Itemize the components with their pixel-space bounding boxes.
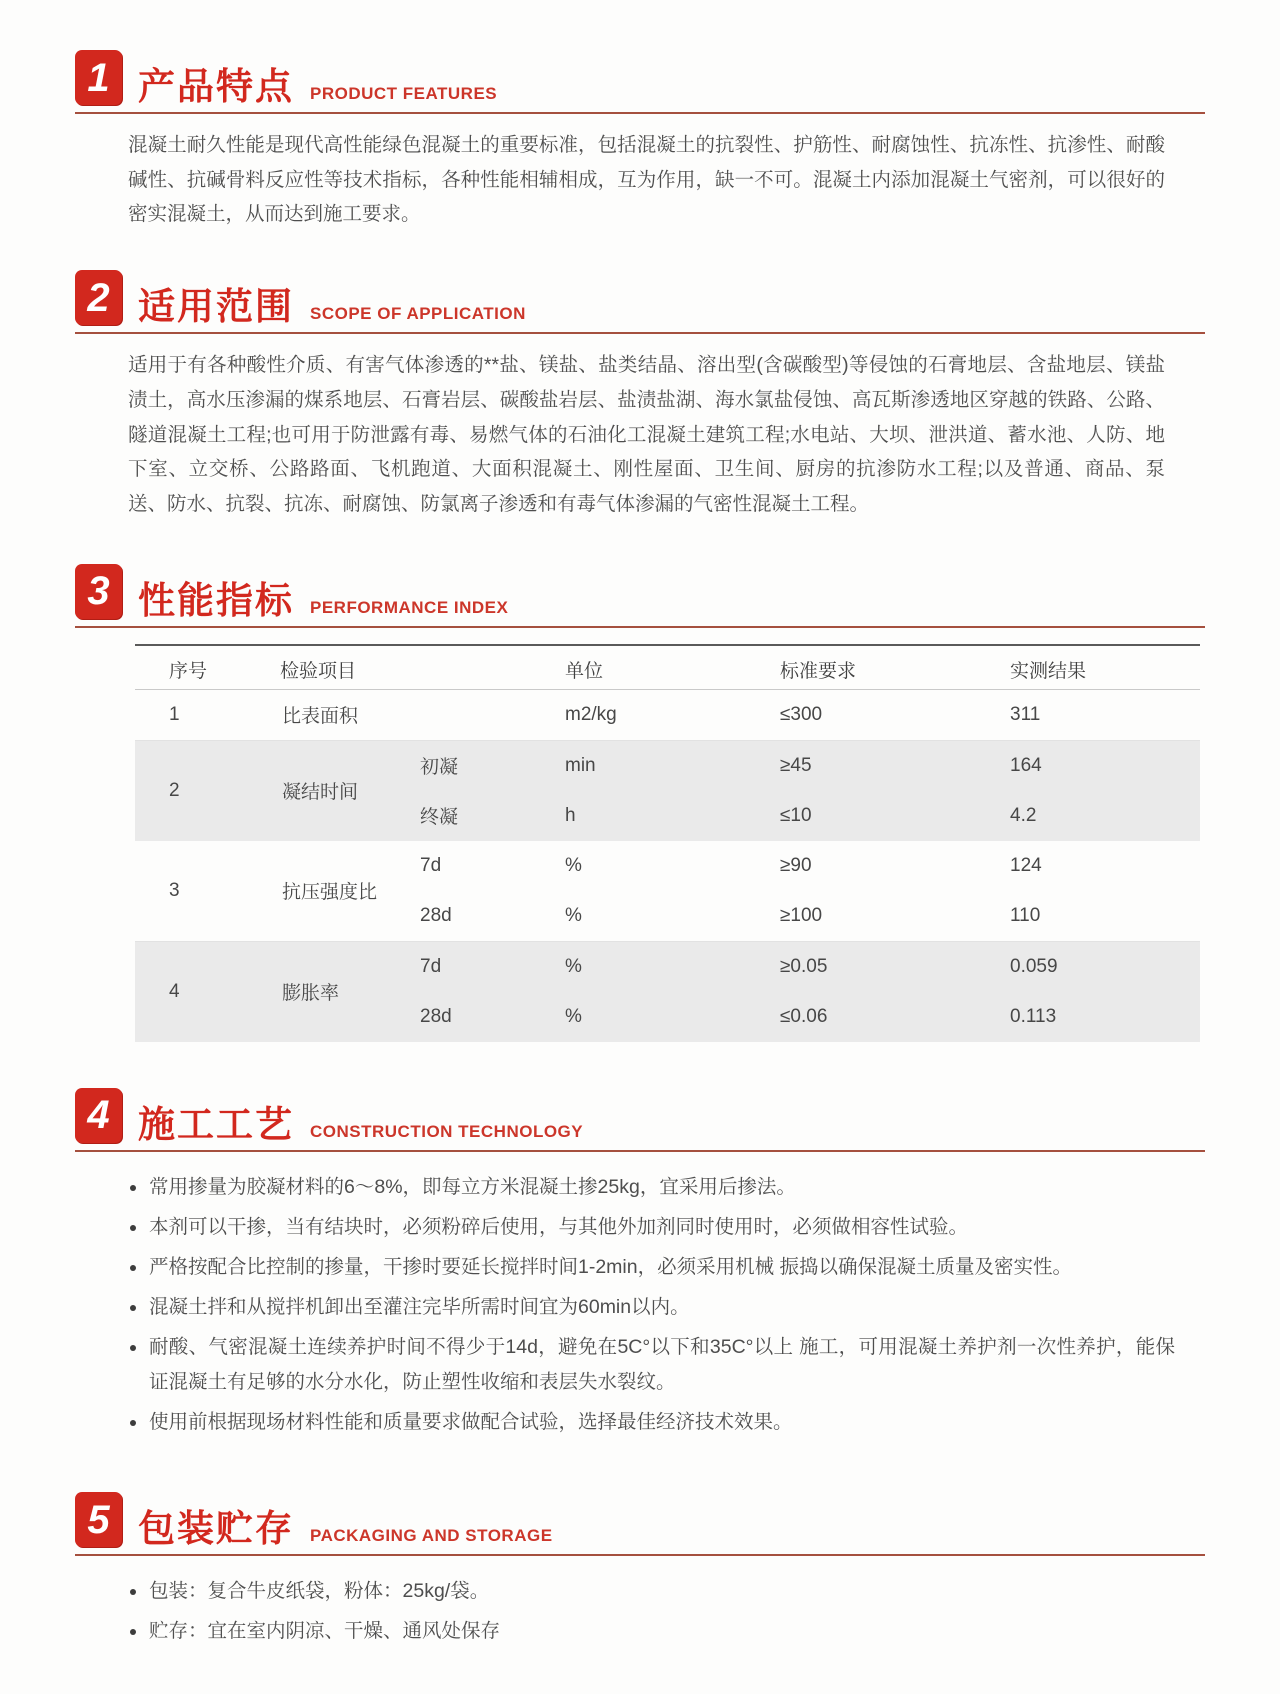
cell-subitem xyxy=(420,690,565,740)
bullet-dot-icon xyxy=(130,1225,136,1231)
cell-subitem: 7d xyxy=(420,955,442,977)
cell-item: 比表面积 xyxy=(282,706,359,728)
cell-result: 0.113 xyxy=(1010,1005,1057,1027)
cell-no: 3 xyxy=(169,879,180,901)
cell-requirement: ≤0.06 xyxy=(780,1005,828,1027)
bullet-item xyxy=(125,1210,1175,1245)
bullet-dot-icon xyxy=(130,1185,136,1191)
bullet-item xyxy=(125,1170,1175,1205)
section-3-title: 性能指标 xyxy=(138,579,294,621)
cell-item: 抗压强度比 xyxy=(282,882,378,904)
bullet-text: 贮存：宜在室内阴凉、干燥、通风处保存 xyxy=(149,1620,501,1643)
cell-no: 4 xyxy=(169,980,180,1002)
bullet-dot-icon xyxy=(130,1345,136,1351)
section-5-bullet-list xyxy=(125,1574,1175,1649)
cell-subitem: 28d xyxy=(420,1005,452,1027)
cell-subitem: 7d xyxy=(420,854,442,876)
bullet-dot-icon xyxy=(130,1305,136,1311)
cell-requirement: ≤300 xyxy=(780,703,823,725)
cell-requirement: ≥0.05 xyxy=(780,955,828,977)
section-5-number-badge: 5 xyxy=(75,1492,122,1547)
cell-result: 4.2 xyxy=(1010,804,1037,826)
cell-result: 124 xyxy=(1010,854,1042,876)
cell-item: 膨胀率 xyxy=(282,983,340,1005)
section-1-subtitle: PRODUCT FEATURES xyxy=(310,84,498,103)
cell-requirement: ≥90 xyxy=(780,854,812,876)
bullet-text: 本剂可以干掺，当有结块时，必须粉碎后使用，与其他外加剂同时使用时，必须做相容性试验。 xyxy=(149,1215,969,1238)
section-2-title: 适用范围 xyxy=(138,286,294,328)
section-3-header xyxy=(75,564,1205,628)
bullet-text: 混凝土拌和从搅拌机卸出至灌注完毕所需时间宜为60min以内。 xyxy=(149,1295,690,1318)
cell-subitem: 终凝 xyxy=(420,807,459,829)
cell-no: 1 xyxy=(169,703,180,725)
col-header-result: 实测结果 xyxy=(1010,660,1087,682)
section-1-header xyxy=(75,50,1205,114)
table-row xyxy=(135,841,1200,942)
section-2-number-badge: 2 xyxy=(75,270,122,325)
section-5-subtitle: PACKAGING AND STORAGE xyxy=(310,1526,553,1546)
col-header-item: 检验项目 xyxy=(280,660,357,682)
bullet-item xyxy=(125,1250,1175,1285)
bullet-item xyxy=(125,1290,1175,1325)
bullet-dot-icon xyxy=(130,1589,136,1595)
cell-result: 0.059 xyxy=(1010,955,1058,977)
cell-unit: % xyxy=(565,1005,582,1027)
cell-unit: % xyxy=(565,904,582,926)
section-5-title: 包装贮存 xyxy=(138,1508,294,1550)
table-row xyxy=(135,741,1200,841)
cell-subitem: 初凝 xyxy=(420,757,459,779)
col-header-no: 序号 xyxy=(169,660,208,682)
cell-unit: % xyxy=(565,955,582,977)
performance-table-body xyxy=(135,690,1200,1042)
bullet-text: 常用掺量为胶凝材料的6～8%，即每立方米混凝土掺25kg，宜采用后掺法。 xyxy=(149,1175,796,1198)
section-1-number-badge: 1 xyxy=(75,50,122,105)
section-2-header xyxy=(75,270,1205,334)
section-4-number-badge: 4 xyxy=(75,1088,122,1143)
section-3-subtitle: PERFORMANCE INDEX xyxy=(310,597,509,617)
cell-requirement: ≥100 xyxy=(780,904,823,926)
performance-table xyxy=(135,644,1200,1042)
cell-requirement: ≥45 xyxy=(780,754,812,776)
section-1-title: 产品特点 xyxy=(138,66,294,107)
bullet-dot-icon xyxy=(130,1629,136,1635)
cell-no: 2 xyxy=(169,779,180,801)
bullet-dot-icon xyxy=(130,1420,136,1426)
section-1-paragraph: 混凝土耐久性能是现代高性能绿色混凝土的重要标准，包括混凝土的抗裂性、护筋性、耐腐蚀性、抗冻性、抗渗性、耐酸碱性、抗碱骨料反应性等技术指标，各种性能相辅相成，互为作用，缺一不可。混凝土内添加混凝土气密剂，可以很好的密实混凝土，从而达到施工要求。 xyxy=(128,134,1165,226)
section-4-header xyxy=(75,1088,1205,1152)
section-4-subtitle: CONSTRUCTION TECHNOLOGY xyxy=(310,1121,584,1141)
section-4-title: 施工工艺 xyxy=(138,1103,294,1145)
bullet-text: 使用前根据现场材料性能和质量要求做配合试验，选择最佳经济技术效果。 xyxy=(149,1411,793,1434)
cell-result: 110 xyxy=(1010,904,1041,926)
bullet-dot-icon xyxy=(130,1265,136,1271)
section-3-number-badge: 3 xyxy=(75,564,122,619)
section-2-subtitle: SCOPE OF APPLICATION xyxy=(310,304,526,324)
cell-unit: % xyxy=(565,854,582,876)
section-2-paragraph: 适用于有各种酸性介质、有害气体渗透的**盐、镁盐、盐类结晶、溶出型(含碳酸型)等侵蚀的石膏地层、含盐地层、镁盐渍土，高水压渗漏的煤系地层、石膏岩层、碳酸盐岩层、盐渍盐湖、海水氯盐侵蚀、高瓦斯渗透地区穿越的铁路、公路、隧道混凝土工程;也可用于防泄露有毒、易燃气体的石油化工混凝土建筑工程;水电站、大坝、泄洪道、蓄水池、人防、地下室、立交桥、公路路面、飞机跑道、大面积混凝土、刚性屋面、卫生间、厨房的抗渗防水工程;以及普通、商品、泵送、防水、抗裂、抗冻、耐腐蚀、防氯离子渗透和有毒气体渗漏的气密性混凝土工程。 xyxy=(128,354,1165,515)
table-row xyxy=(135,942,1200,1042)
cell-unit: m2/kg xyxy=(565,703,617,725)
bullet-text: 严格按配合比控制的掺量，干掺时要延长搅拌时间1-2min，必须采用机械 振捣以确保混凝土质量及密实性。 xyxy=(149,1255,1073,1278)
table-row xyxy=(135,690,1200,741)
cell-unit: h xyxy=(565,804,576,826)
cell-requirement: ≤10 xyxy=(780,804,812,826)
bullet-item xyxy=(125,1614,1175,1649)
cell-unit: min xyxy=(565,754,596,776)
bullet-text: 耐酸、气密混凝土连续养护时间不得少于14d，避免在5C°以下和35C°以上 施工，可用混凝土养护剂一次性养护，能保证混凝土有足够的水分水化，防止塑性收缩和表层失水裂纹。 xyxy=(149,1336,1175,1394)
section-4-bullet-list xyxy=(125,1170,1175,1441)
cell-result: 164 xyxy=(1010,754,1042,776)
cell-subitem: 28d xyxy=(420,904,452,926)
col-header-unit: 单位 xyxy=(565,660,604,682)
bullet-item xyxy=(125,1330,1175,1400)
cell-result: 311 xyxy=(1010,703,1041,725)
section-5-header xyxy=(75,1492,1205,1556)
bullet-item xyxy=(125,1574,1175,1609)
col-header-requirement: 标准要求 xyxy=(780,660,857,682)
bullet-item xyxy=(125,1405,1175,1440)
cell-item: 凝结时间 xyxy=(282,782,359,804)
bullet-text: 包装：复合牛皮纸袋，粉体：25kg/袋。 xyxy=(149,1580,490,1603)
performance-table-header-row xyxy=(135,646,1200,690)
